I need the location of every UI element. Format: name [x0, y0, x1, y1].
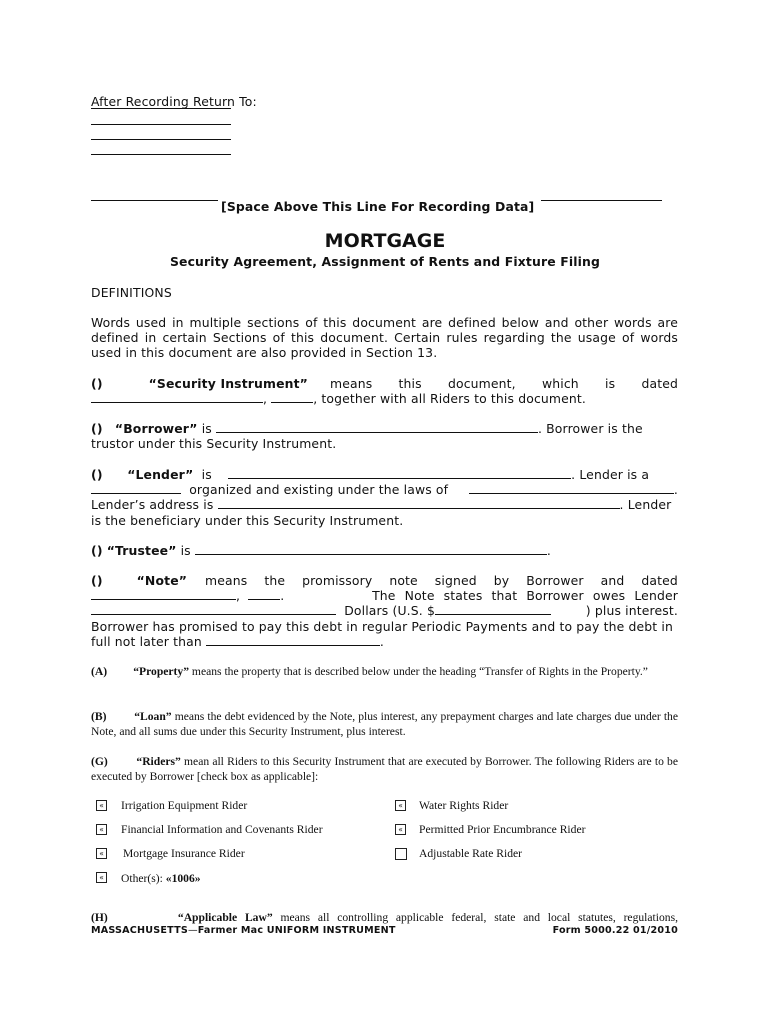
note-year-blank[interactable] [248, 588, 280, 600]
return-to-label: After Recording Return To: [91, 94, 257, 109]
def-term: “Applicable Law” [177, 911, 273, 924]
def-term: “Loan” [134, 710, 172, 723]
def-text: is [180, 543, 191, 558]
def-num: (G) [91, 755, 108, 768]
def-trustee: () “Trustee” is . [91, 543, 551, 558]
def-text: means all controlling applicable federal, state and local statutes, regulations, [280, 911, 678, 924]
rider-checkbox-financial-info[interactable]: « [96, 824, 107, 835]
rider-checkbox-water-rights[interactable]: « [395, 800, 406, 811]
maturity-date-blank[interactable] [206, 634, 380, 646]
def-text-tail: , together with all Riders to this document. [313, 391, 587, 407]
return-address-line-2[interactable] [91, 124, 231, 125]
def-term: “Property” [133, 665, 190, 678]
rider-label-adjustable-rate: Adjustable Rate Rider [419, 847, 523, 860]
footer-dash: — [187, 925, 198, 936]
rider-label-water-rights: Water Rights Rider [419, 799, 509, 812]
return-address-line-4[interactable] [91, 154, 231, 155]
definitions-intro: Words used in multiple sections of this document are defined below and other words are defined in certain Sections of this document. Certain rules regarding the usage of words used in this document are also provided in Section 13. [91, 315, 678, 361]
return-address-line-3[interactable] [91, 139, 231, 140]
def-term: “Security Instrument” [148, 376, 308, 391]
def-text: means the debt evidenced by the Note, plus interest, any prepayment charges and late charges due under the Note, and all sums due under this Security Instrument, plus interest. [91, 710, 678, 739]
entity-type-blank[interactable] [91, 482, 181, 494]
document-subtitle: Security Agreement, Assignment of Rents and Fixture Filing [169, 254, 601, 269]
date-blank[interactable] [91, 391, 263, 403]
def-term: “Note” [136, 573, 188, 588]
def-text: Borrower has promised to pay this debt in regular Periodic Payments and to pay the debt in [91, 618, 673, 634]
trustee-name-blank[interactable] [195, 543, 547, 555]
def-text: means the promissory note signed by Borrower and dated [205, 573, 678, 588]
rider-checkbox-other[interactable]: « [96, 872, 107, 883]
def-text: full not later than [91, 633, 202, 649]
def-text: Lender’s address is [91, 497, 214, 513]
def-text: trustor under this Security Instrument. [91, 436, 337, 452]
year-blank[interactable] [271, 391, 313, 403]
def-loan [91, 709, 678, 739]
def-lender: () “Lender” is . Lender is a organized and existing under the laws of . Lender’s address is . Lender is the beneficiary under this Security Instrument. [91, 467, 678, 528]
rider-checkbox-irrigation[interactable]: « [96, 800, 107, 811]
def-note: () “Note” means the promissory note signed by Borrower and dated , . The Note states that Borrower owes Lender Dollars (U.S. $ ) plus interest. Borrower has promised to pay this debt in regular Periodic Payments and to pay the debt in full not later than . [91, 573, 678, 649]
def-text: is [201, 421, 212, 436]
rider-label-mortgage-insurance: Mortgage Insurance Rider [123, 847, 245, 860]
def-borrower [91, 421, 678, 451]
def-text: mean all Riders to this Security Instrument that are executed by Borrower. The following Riders are to be executed by Borrower [check box as applicable]: [91, 755, 678, 784]
rider-other-label: Other(s): [121, 872, 166, 885]
definitions-heading: DEFINITIONS [91, 285, 172, 300]
def-property [91, 664, 678, 679]
def-text: is the beneficiary under this Security Instrument. [91, 512, 404, 528]
def-riders [91, 754, 678, 784]
def-text: means the property that is described below under the heading “Transfer of Rights in the Property.” [191, 665, 648, 678]
def-num: () [91, 573, 103, 588]
recording-rule-left [91, 200, 218, 201]
lender-address-blank[interactable] [218, 497, 620, 509]
footer-instrument: Farmer Mac UNIFORM INSTRUMENT [197, 925, 396, 936]
def-term: “Lender” [127, 467, 194, 482]
return-address-line-1[interactable] [91, 108, 231, 109]
def-term: “Riders” [136, 755, 181, 768]
recording-space-label: [Space Above This Line For Recording Data] [221, 199, 535, 214]
rider-label-financial-info: Financial Information and Covenants Rider [121, 823, 323, 836]
def-num: (A) [91, 665, 108, 678]
borrower-name-blank[interactable] [216, 421, 538, 433]
def-num: () [91, 421, 103, 436]
def-text: . Lender [619, 497, 672, 513]
amount-number-blank[interactable] [435, 603, 551, 615]
def-term: “Trustee” [106, 543, 177, 558]
amount-words-blank[interactable] [91, 603, 336, 615]
def-text: ) plus interest. [585, 603, 678, 619]
rider-checkbox-prior-encumbrance[interactable]: « [395, 824, 406, 835]
def-text: . Lender is a [571, 467, 650, 482]
note-date-blank[interactable] [91, 588, 236, 600]
lender-name-blank[interactable] [228, 467, 571, 479]
def-term: “Borrower” [114, 421, 198, 436]
rider-checkbox-adjustable-rate[interactable] [395, 848, 407, 860]
document-title: MORTGAGE [324, 230, 446, 252]
state-law-blank[interactable] [469, 482, 674, 494]
rider-other-value: «1006» [165, 872, 201, 885]
def-text: . Borrower is the [537, 421, 643, 436]
def-text: means this document, which is dated [329, 376, 678, 391]
footer-state: MASSACHUSETTS [91, 925, 188, 936]
def-num: (H) [91, 911, 108, 924]
def-text: is [201, 467, 212, 482]
def-text: The Note states that Borrower owes Lender [372, 588, 678, 604]
def-num: () [91, 467, 103, 482]
def-text: Dollars (U.S. $ [344, 603, 435, 619]
rider-checkbox-mortgage-insurance[interactable]: « [96, 848, 107, 859]
footer-form-number: Form 5000.22 01/2010 [552, 925, 678, 936]
def-num: () [91, 543, 103, 558]
def-applicable-law [91, 910, 678, 925]
rider-label-irrigation: Irrigation Equipment Rider [121, 799, 248, 812]
def-num: (B) [91, 710, 107, 723]
def-num: () [91, 376, 103, 391]
rider-label-other [121, 872, 201, 885]
def-text: organized and existing under the laws of [189, 482, 449, 498]
rider-label-prior-encumbrance: Permitted Prior Encumbrance Rider [419, 823, 586, 836]
footer-left [91, 925, 396, 936]
recording-rule-right [541, 200, 662, 201]
def-security-instrument: () “Security Instrument” means this document, which is dated , , together with all Riders to this document. [91, 376, 678, 407]
